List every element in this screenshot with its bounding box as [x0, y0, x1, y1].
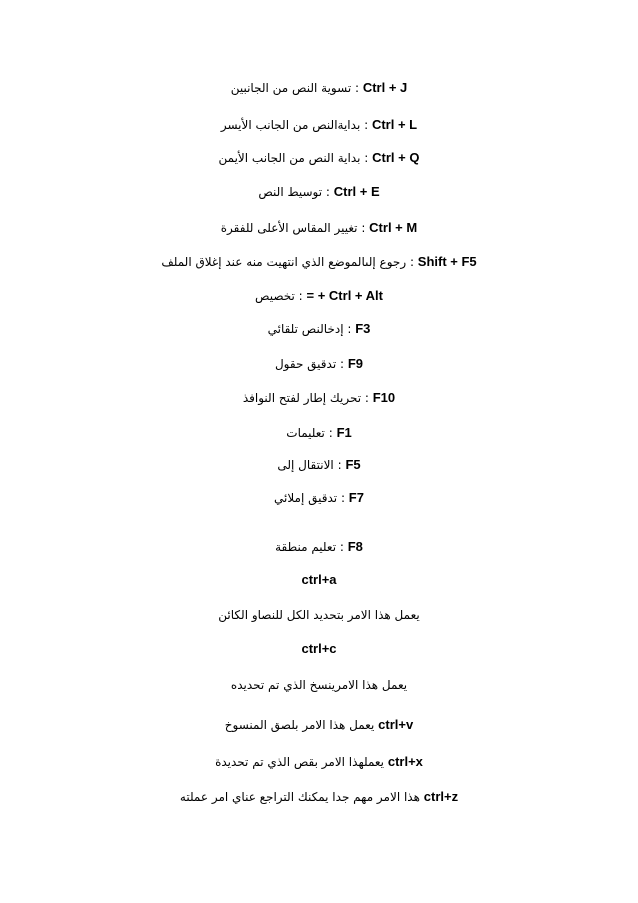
shortcut-key: ctrl+a [301, 572, 337, 587]
shortcut-description-ctrl-a [0, 606, 638, 624]
shortcut-line-ctrl-z [0, 788, 638, 806]
shortcut-line-f9 [0, 355, 638, 373]
shortcut-description: الانتقال إلى [277, 458, 334, 472]
shortcut-line-ctrl-x [0, 753, 638, 771]
separator: : [337, 491, 349, 505]
shortcut-description: تعليمات [286, 426, 325, 440]
shortcut-key: Ctrl + L [371, 117, 418, 132]
shortcut-key: F9 [347, 356, 364, 371]
separator: : [343, 322, 356, 336]
shortcut-description: تدقيق إملائي [274, 491, 338, 505]
separator: : [294, 289, 307, 303]
shortcut-description: تعليم منطقة [275, 540, 337, 554]
separator: : [322, 185, 334, 199]
shortcut-description: تخصيص [255, 289, 295, 303]
separator: : [361, 391, 373, 405]
shortcut-description: إدخالنص تلقائي [267, 322, 344, 336]
shortcut-line-f5 [0, 456, 638, 474]
shortcut-line-ctrl-e [0, 183, 638, 201]
shortcut-key: F1 [336, 425, 352, 440]
shortcut-key: ctrl+z [423, 789, 459, 804]
shortcut-key: F10 [372, 390, 396, 405]
shortcut-key: Ctrl + M [369, 220, 418, 235]
shortcut-key: F5 [345, 457, 361, 472]
shortcut-description: يعملهذا الامر بقص الذي تم تحديدة [215, 755, 385, 769]
separator: : [360, 118, 372, 132]
shortcut-line-f7 [0, 489, 638, 507]
shortcut-line-f10 [0, 389, 638, 407]
shortcut-description: يعمل هذا الامر بلصق المنسوخ [224, 718, 375, 732]
shortcut-key: Ctrl + J [362, 80, 408, 95]
shortcut-line-f3 [0, 320, 638, 338]
separator: : [324, 426, 337, 440]
separator: : [336, 357, 348, 371]
shortcut-line-ctrl-j [0, 79, 638, 97]
shortcut-description: يعمل هذا الامرينسخ الذي تم تحديده [230, 678, 408, 692]
shortcut-description: توسيط النص [258, 185, 323, 199]
shortcut-key: Ctrl + E [333, 184, 380, 199]
shortcut-description: تدقيق حقول [274, 357, 337, 371]
shortcut-heading-ctrl-a [0, 571, 638, 589]
shortcut-key: F8 [347, 539, 363, 554]
shortcut-line-ctrl-m [0, 219, 638, 237]
shortcut-key: ctrl+v [378, 717, 414, 732]
shortcut-description: تسوية النص من الجانبين [230, 81, 352, 95]
shortcut-key: Ctrl + Q [372, 150, 420, 165]
shortcut-key: ctrl+c [301, 641, 337, 656]
shortcut-key: = + Ctrl + Alt [306, 288, 383, 303]
shortcut-line-ctrl-q [0, 149, 638, 167]
separator: : [336, 540, 348, 554]
shortcut-description: رجوع إلىالموضع الذي انتهيت منه عند إغلاق الملف [161, 255, 407, 269]
shortcut-heading-ctrl-c [0, 640, 638, 658]
shortcut-line-ctrl-alt-plus [0, 287, 638, 305]
shortcut-key: F3 [355, 321, 371, 336]
separator: : [360, 151, 373, 165]
shortcut-description: تحريك إطار لفتح النوافذ [242, 391, 362, 405]
shortcut-description-ctrl-c [0, 676, 638, 694]
shortcut-line-f1 [0, 424, 638, 442]
separator: : [333, 458, 346, 472]
separator: : [351, 81, 363, 95]
shortcut-line-f8 [0, 538, 638, 556]
shortcut-line-ctrl-l [0, 116, 638, 134]
shortcut-description: بدايةالنص من الجانب الأيسر [220, 118, 361, 132]
separator: : [406, 255, 418, 269]
separator: : [357, 221, 370, 235]
shortcut-line-ctrl-v [0, 716, 638, 734]
shortcut-line-shift-f5 [0, 253, 638, 271]
shortcut-description: يعمل هذا الامر بتحديد الكل للنصاو الكائن [218, 608, 420, 622]
shortcut-description: بداية النص من الجانب الأيمن [218, 151, 361, 165]
shortcut-key: ctrl+x [387, 754, 423, 769]
shortcut-description: هذا الامر مهم جدا يمكنك التراجع عناي امر عملته [179, 790, 420, 804]
shortcut-key: F7 [348, 490, 364, 505]
shortcut-description: تغيير المقاس الأعلى للفقرة [220, 221, 358, 235]
shortcut-key: Shift + F5 [417, 254, 477, 269]
